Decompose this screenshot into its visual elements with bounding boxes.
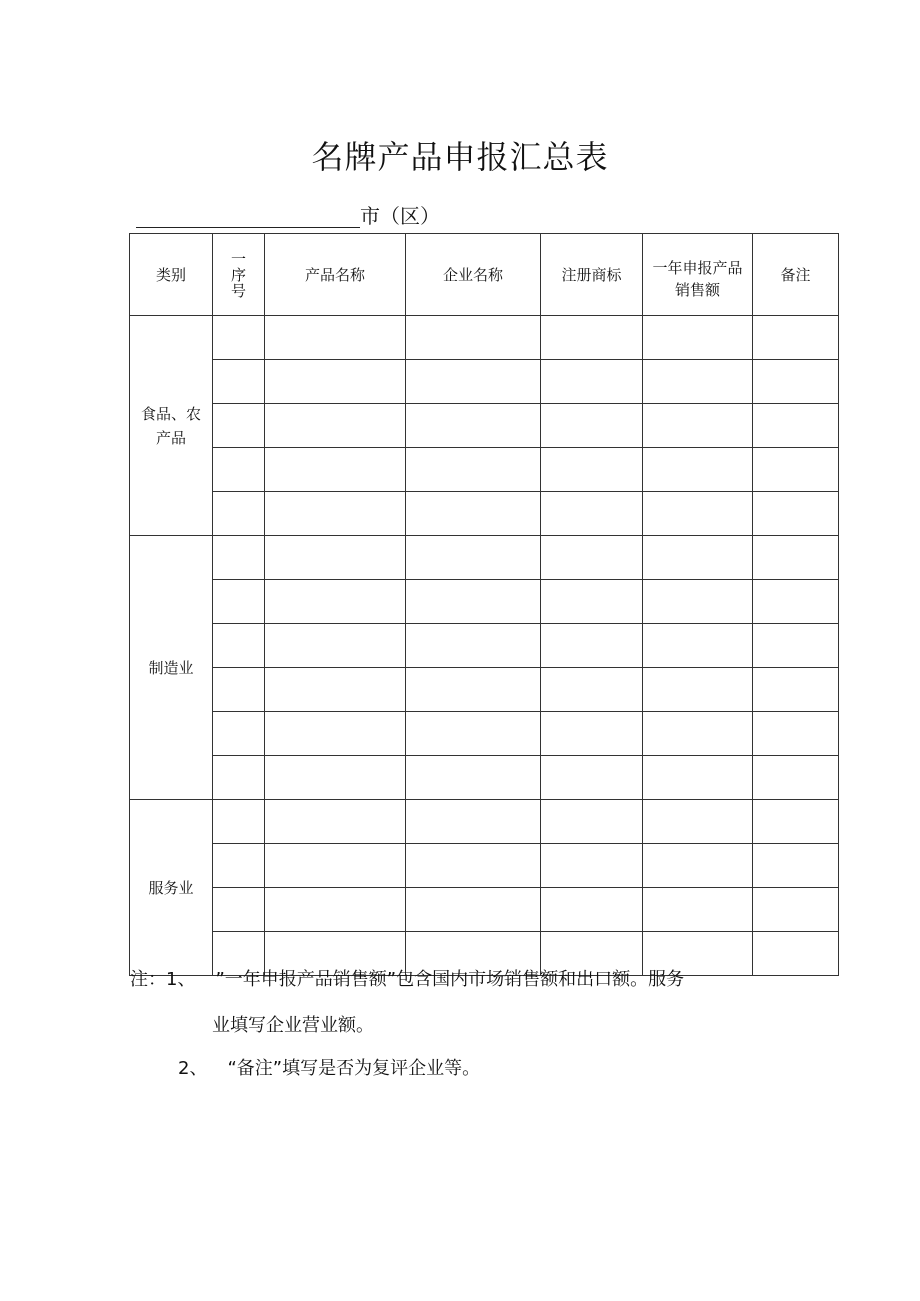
- table-row: [130, 712, 839, 756]
- table-body: [130, 316, 839, 976]
- company-name-cell[interactable]: [406, 624, 541, 668]
- note-1-prefix: 注：1、: [130, 969, 196, 990]
- seq-cell[interactable]: [213, 360, 265, 404]
- company-name-cell[interactable]: [406, 360, 541, 404]
- seq-cell[interactable]: [213, 888, 265, 932]
- seq-cell[interactable]: [213, 448, 265, 492]
- note-1-text: ”一年申报产品销售额”包含国内市场销售额和出口额。服务: [215, 969, 685, 990]
- header-seq-char1: 序: [230, 265, 246, 284]
- remarks-cell[interactable]: [753, 888, 839, 932]
- trademark-cell[interactable]: [541, 712, 643, 756]
- remarks-cell[interactable]: [753, 624, 839, 668]
- product-name-cell[interactable]: [265, 624, 406, 668]
- annual-sales-cell[interactable]: [643, 668, 753, 712]
- annual-sales-cell[interactable]: [643, 360, 753, 404]
- table-row: [130, 888, 839, 932]
- seq-cell[interactable]: [213, 712, 265, 756]
- product-name-cell[interactable]: [265, 844, 406, 888]
- seq-cell[interactable]: [213, 404, 265, 448]
- annual-sales-cell[interactable]: [643, 448, 753, 492]
- remarks-cell[interactable]: [753, 360, 839, 404]
- trademark-cell[interactable]: [541, 536, 643, 580]
- product-name-cell[interactable]: [265, 360, 406, 404]
- table-row: [130, 536, 839, 580]
- company-name-cell[interactable]: [406, 448, 541, 492]
- category-label-line2: 产品: [155, 428, 186, 447]
- remarks-cell[interactable]: [753, 932, 839, 976]
- page-title: 名牌产品申报汇总表: [311, 138, 609, 176]
- note-2-text: “备注”填写是否为复评企业等。: [227, 1058, 481, 1079]
- company-name-cell[interactable]: [406, 316, 541, 360]
- annual-sales-cell[interactable]: [643, 888, 753, 932]
- header-remarks: 备注: [753, 234, 839, 316]
- table-row: [130, 668, 839, 712]
- category-cell: [130, 800, 213, 976]
- product-name-cell[interactable]: [265, 712, 406, 756]
- seq-cell[interactable]: [213, 316, 265, 360]
- annual-sales-cell[interactable]: [643, 580, 753, 624]
- company-name-cell[interactable]: [406, 844, 541, 888]
- summary-table: [129, 233, 839, 976]
- product-name-cell[interactable]: [265, 580, 406, 624]
- product-name-cell[interactable]: [265, 404, 406, 448]
- table-row: [130, 756, 839, 800]
- header-sales-line1: 一年申报产品: [652, 258, 743, 277]
- category-label-line1: 食品、农: [140, 404, 201, 423]
- note-2: [178, 1055, 480, 1083]
- header-trademark: 注册商标: [541, 234, 643, 316]
- annual-sales-cell[interactable]: [643, 316, 753, 360]
- trademark-cell[interactable]: [541, 316, 643, 360]
- table-row: [130, 404, 839, 448]
- remarks-cell[interactable]: [753, 580, 839, 624]
- company-name-cell[interactable]: [406, 580, 541, 624]
- header-seq-dash: 一: [230, 249, 246, 268]
- note-1-continuation: 业填写企业营业额。: [212, 1015, 374, 1036]
- table-row: [130, 800, 839, 844]
- company-name-cell[interactable]: [406, 668, 541, 712]
- note-2-prefix: 2、: [178, 1058, 208, 1079]
- product-name-cell[interactable]: [265, 448, 406, 492]
- trademark-cell[interactable]: [541, 844, 643, 888]
- product-name-cell[interactable]: [265, 316, 406, 360]
- note-1: [130, 966, 684, 994]
- annual-sales-cell[interactable]: [643, 712, 753, 756]
- trademark-cell[interactable]: [541, 404, 643, 448]
- product-name-cell[interactable]: [265, 536, 406, 580]
- trademark-cell[interactable]: [541, 624, 643, 668]
- remarks-cell[interactable]: [753, 800, 839, 844]
- header-company-name: 企业名称: [406, 234, 541, 316]
- trademark-cell[interactable]: [541, 492, 643, 536]
- annual-sales-cell[interactable]: [643, 492, 753, 536]
- remarks-cell[interactable]: [753, 448, 839, 492]
- table-row: [130, 492, 839, 536]
- category-cell: [130, 536, 213, 800]
- remarks-cell[interactable]: [753, 492, 839, 536]
- table-row: [130, 624, 839, 668]
- remarks-cell[interactable]: [753, 712, 839, 756]
- header-sales-line2: 销售额: [674, 280, 720, 299]
- table-row: [130, 448, 839, 492]
- seq-cell[interactable]: [213, 536, 265, 580]
- trademark-cell[interactable]: [541, 668, 643, 712]
- company-name-cell[interactable]: [406, 756, 541, 800]
- company-name-cell[interactable]: [406, 800, 541, 844]
- category-label-line1: 服务业: [148, 878, 194, 897]
- city-suffix-label: 市（区）: [360, 204, 440, 228]
- product-name-cell[interactable]: [265, 756, 406, 800]
- product-name-cell[interactable]: [265, 888, 406, 932]
- remarks-cell[interactable]: [753, 668, 839, 712]
- trademark-cell[interactable]: [541, 756, 643, 800]
- header-category: 类别: [130, 234, 213, 316]
- table-row: [130, 580, 839, 624]
- remarks-cell[interactable]: [753, 756, 839, 800]
- product-name-cell[interactable]: [265, 800, 406, 844]
- company-name-cell[interactable]: [406, 404, 541, 448]
- seq-cell[interactable]: [213, 580, 265, 624]
- annual-sales-cell[interactable]: [643, 844, 753, 888]
- seq-cell[interactable]: [213, 624, 265, 668]
- annual-sales-cell[interactable]: [643, 624, 753, 668]
- annual-sales-cell[interactable]: [643, 800, 753, 844]
- header-seq: [213, 234, 265, 316]
- trademark-cell[interactable]: [541, 580, 643, 624]
- remarks-cell[interactable]: [753, 404, 839, 448]
- remarks-cell[interactable]: [753, 844, 839, 888]
- table-row: [130, 360, 839, 404]
- category-cell: [130, 316, 213, 536]
- seq-cell[interactable]: [213, 668, 265, 712]
- header-row: [130, 234, 839, 316]
- annual-sales-cell[interactable]: [643, 536, 753, 580]
- city-name-blank[interactable]: [136, 207, 360, 228]
- company-name-cell[interactable]: [406, 712, 541, 756]
- table-row: [130, 316, 839, 360]
- trademark-cell[interactable]: [541, 888, 643, 932]
- trademark-cell[interactable]: [541, 360, 643, 404]
- product-name-cell[interactable]: [265, 668, 406, 712]
- trademark-cell[interactable]: [541, 448, 643, 492]
- company-name-cell[interactable]: [406, 492, 541, 536]
- company-name-cell[interactable]: [406, 536, 541, 580]
- header-product-name: 产品名称: [265, 234, 406, 316]
- table-row: [130, 844, 839, 888]
- category-label-line1: 制造业: [148, 658, 194, 677]
- seq-cell[interactable]: [213, 800, 265, 844]
- annual-sales-cell[interactable]: [643, 404, 753, 448]
- city-district-line: [136, 200, 440, 228]
- trademark-cell[interactable]: [541, 800, 643, 844]
- remarks-cell[interactable]: [753, 536, 839, 580]
- annual-sales-cell[interactable]: [643, 756, 753, 800]
- product-name-cell[interactable]: [265, 492, 406, 536]
- header-annual-sales: [643, 234, 753, 316]
- seq-cell[interactable]: [213, 756, 265, 800]
- company-name-cell[interactable]: [406, 888, 541, 932]
- remarks-cell[interactable]: [753, 316, 839, 360]
- seq-cell[interactable]: [213, 492, 265, 536]
- header-seq-char2: 号: [230, 281, 246, 300]
- seq-cell[interactable]: [213, 844, 265, 888]
